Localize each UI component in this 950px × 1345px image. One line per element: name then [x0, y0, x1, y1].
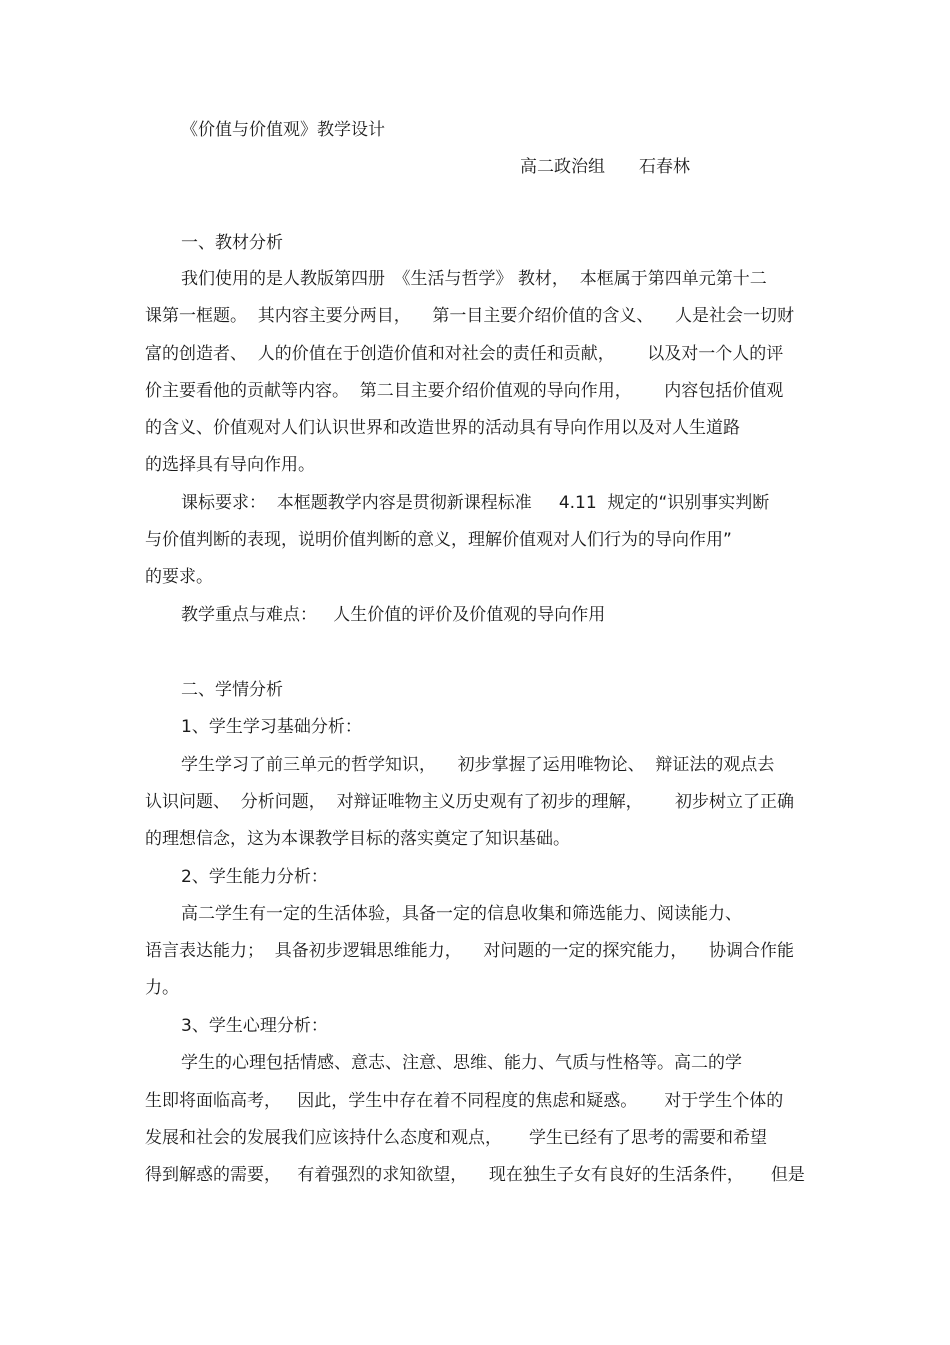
paragraph-line: 的要求。	[145, 567, 213, 587]
subsection-heading: 1、学生学习基础分析：	[181, 717, 362, 737]
paragraph-line: 我们使用的是人教版第四册 《生活与哲学》 教材， 本框属于第四单元第十二	[181, 269, 767, 289]
paragraph-line: 的选择具有导向作用。	[145, 455, 315, 475]
paragraph-line: 学生学习了前三单元的哲学知识， 初步掌握了运用唯物论、 辩证法的观点去	[181, 755, 775, 775]
section-heading: 二、学情分析	[181, 680, 283, 700]
paragraph-line: 发展和社会的发展我们应该持什么态度和观点， 学生已经有了思考的需要和希望	[145, 1128, 768, 1148]
document-title: 《价值与价值观》教学设计	[181, 120, 385, 140]
paragraph-line: 课第一框题。 其内容主要分两目， 第一目主要介绍价值的含义、 人是社会一切财	[145, 306, 795, 326]
subsection-heading: 3、学生心理分析：	[181, 1016, 328, 1036]
paragraph-line: 得到解惑的需要， 有着强烈的求知欲望， 现在独生子女有良好的生活条件， 但是	[145, 1165, 805, 1185]
paragraph-line: 价主要看他的贡献等内容。 第二目主要介绍价值观的导向作用， 内容包括价值观	[145, 381, 784, 401]
paragraph-line: 课标要求： 本框题教学内容是贯彻新课程标准 4.11 规定的“识别事实判断	[181, 493, 770, 513]
author-line: 高二政治组 石春林	[520, 157, 690, 177]
paragraph-line: 富的创造者、 人的价值在于创造价值和对社会的责任和贡献， 以及对一个人的评	[145, 344, 784, 364]
section-heading: 一、教材分析	[181, 233, 283, 253]
paragraph-line: 的理想信念，这为本课教学目标的落实奠定了知识基础。	[145, 829, 570, 849]
paragraph-line: 力。	[145, 978, 179, 998]
paragraph-line: 语言表达能力； 具备初步逻辑思维能力， 对问题的一定的探究能力， 协调合作能	[145, 941, 795, 961]
paragraph-line: 教学重点与难点： 人生价值的评价及价值观的导向作用	[181, 605, 606, 625]
paragraph-line: 高二学生有一定的生活体验，具备一定的信息收集和筛选能力、阅读能力、	[181, 904, 742, 924]
paragraph-line: 学生的心理包括情感、意志、注意、思维、能力、气质与性格等。高二的学	[181, 1053, 742, 1073]
paragraph-line: 的含义、价值观对人们认识世界和改造世界的活动具有导向作用以及对人生道路	[145, 418, 740, 438]
paragraph-line: 认识问题、 分析问题， 对辩证唯物主义历史观有了初步的理解， 初步树立了正确	[145, 792, 795, 812]
paragraph-line: 生即将面临高考， 因此，学生中存在着不同程度的焦虑和疑惑。 对于学生个体的	[145, 1091, 784, 1111]
subsection-heading: 2、学生能力分析：	[181, 867, 328, 887]
paragraph-line: 与价值判断的表现，说明价值判断的意义，理解价值观对人们行为的导向作用”	[145, 530, 732, 550]
